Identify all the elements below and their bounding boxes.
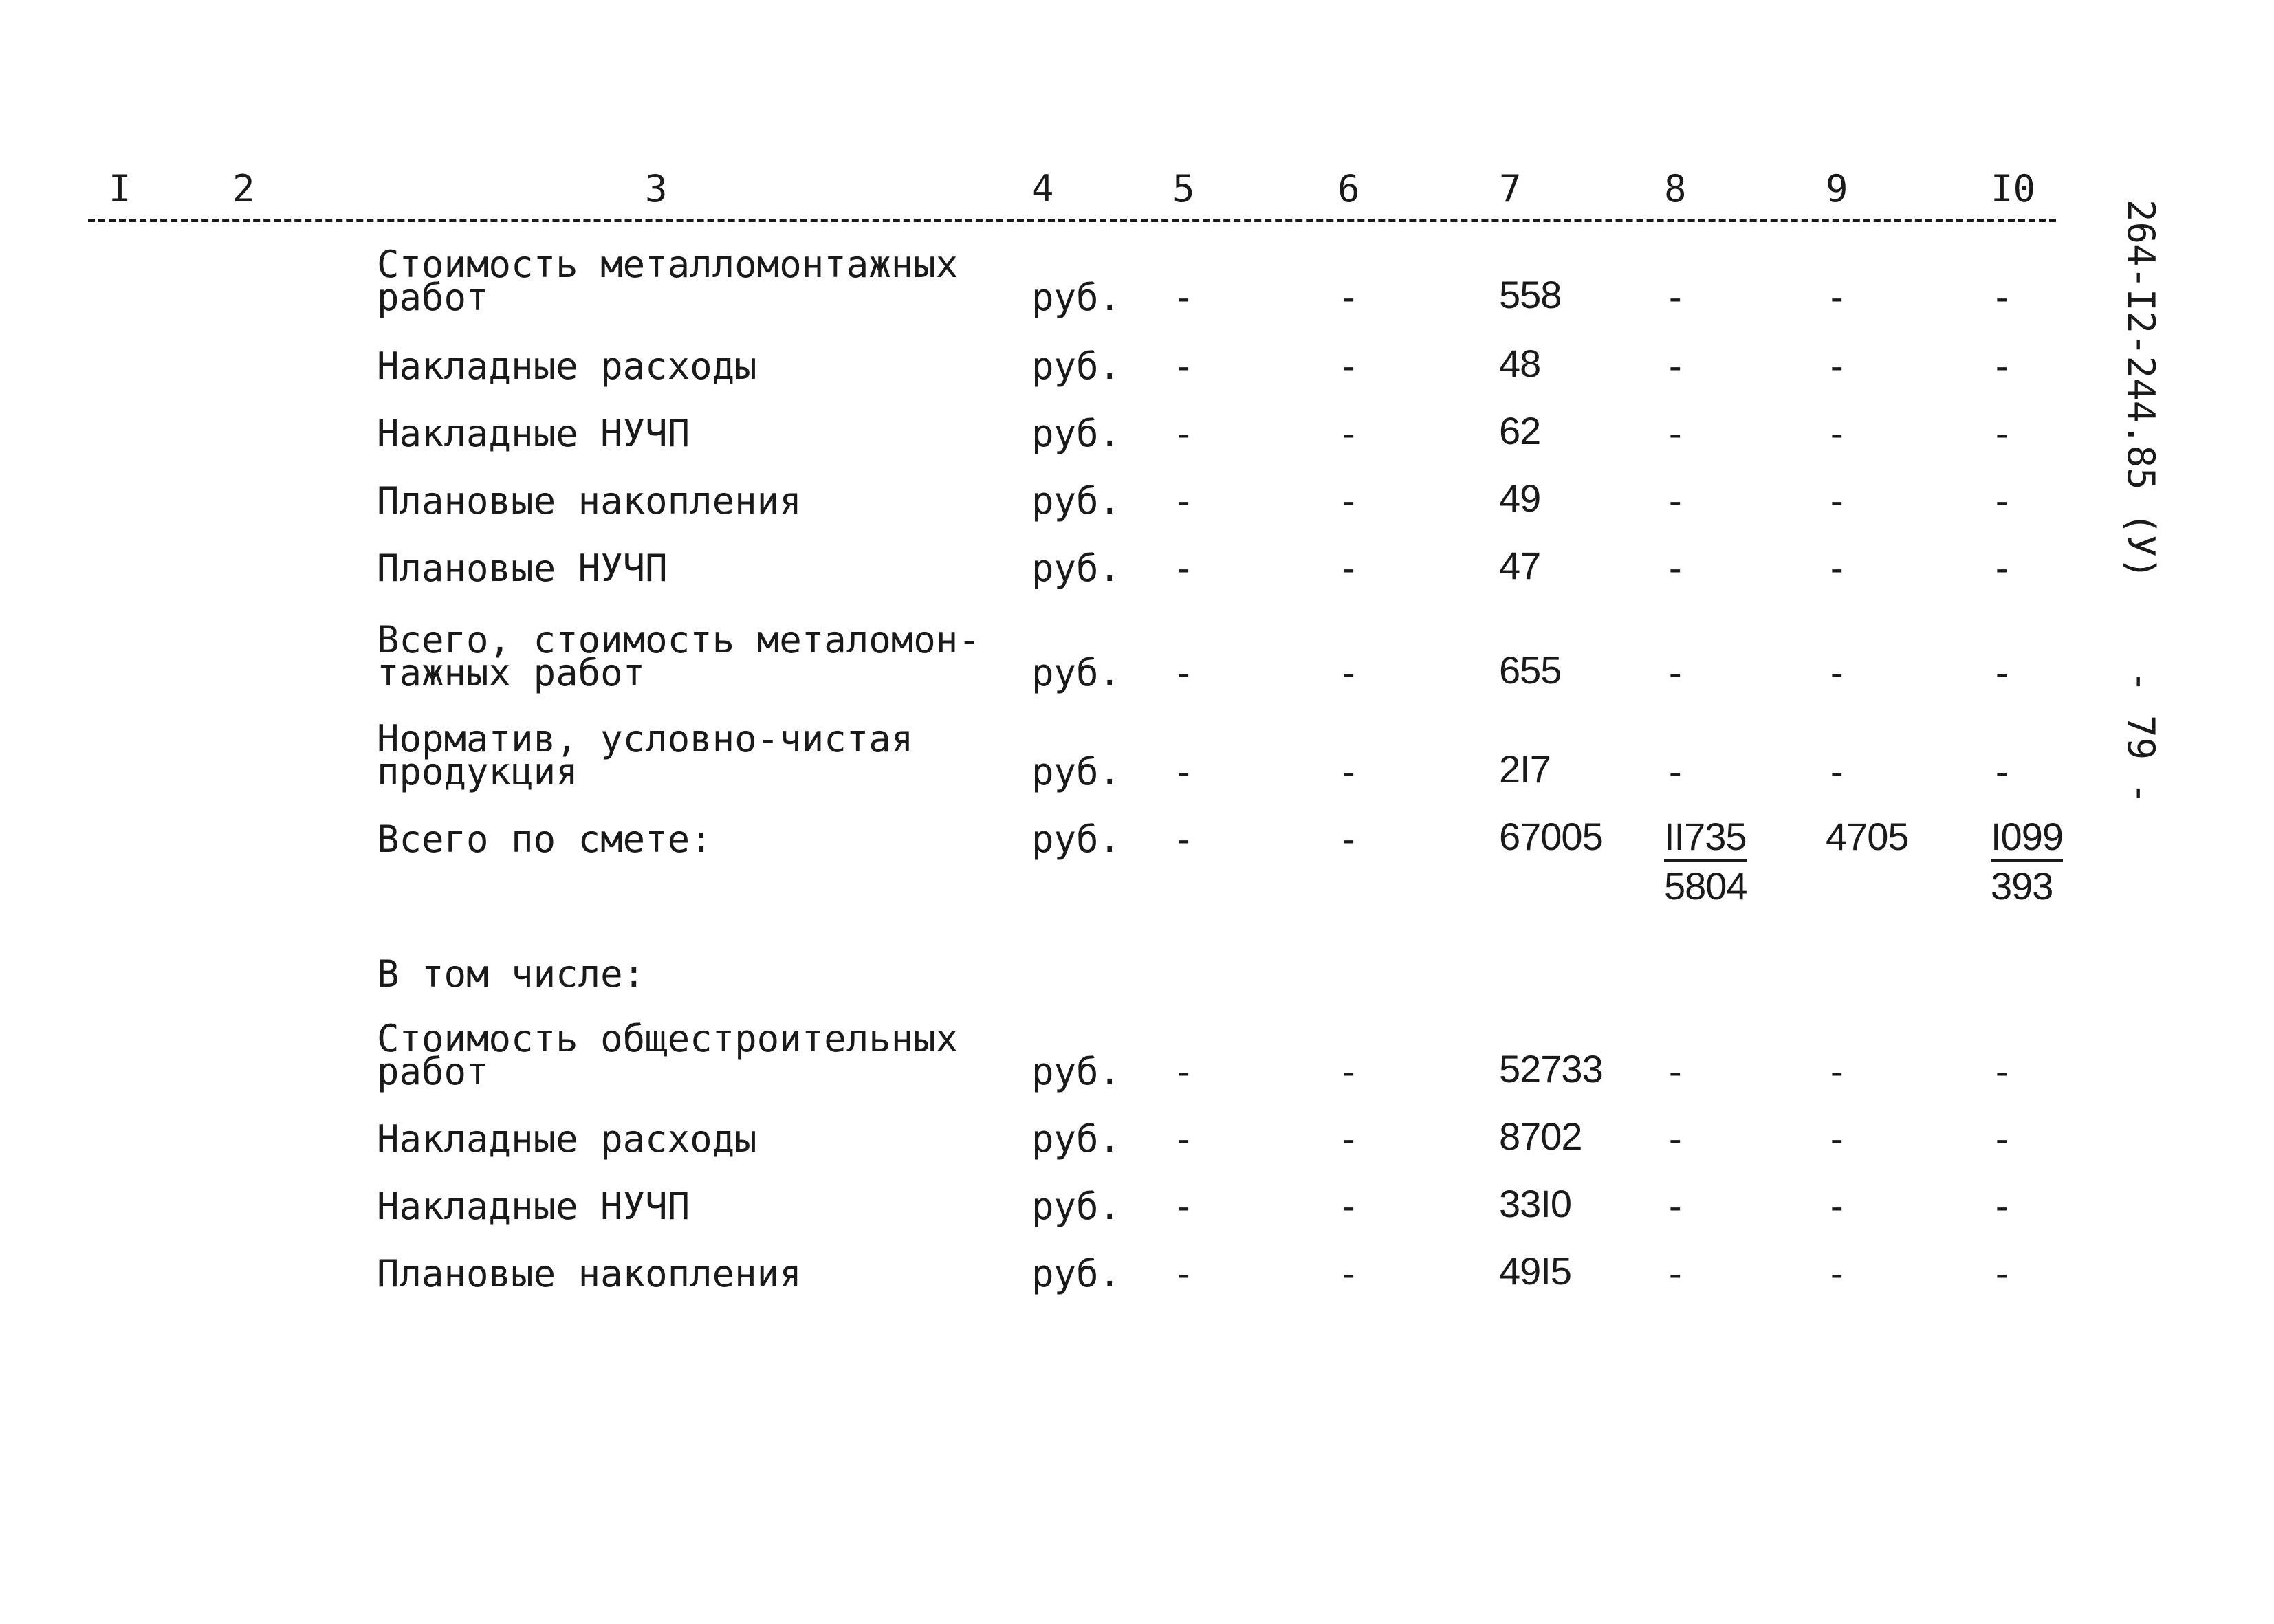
unit-cell: руб. [1031, 479, 1122, 523]
unit-cell: руб. [1031, 344, 1122, 388]
col9-cell: 4705 [1826, 815, 1909, 858]
col6-cell: - [1337, 818, 1360, 861]
col9-cell: - [1826, 412, 1848, 455]
column-header-2: 2 [232, 167, 255, 210]
col6-cell: - [1337, 1185, 1360, 1228]
column-header-8: 8 [1664, 167, 1687, 210]
row-label: Плановые накопления [377, 479, 802, 523]
col9-cell: - [1826, 344, 1848, 388]
col8-cell: - [1664, 412, 1687, 455]
row-label: Плановые накопления [377, 1252, 802, 1295]
col10-cell: - [1991, 750, 2013, 793]
column-header-5: 5 [1172, 167, 1195, 210]
row-label: Стоимость общестроительных [377, 1017, 959, 1060]
col7-cell: 47 [1499, 544, 1541, 587]
col7-cell: 48 [1499, 342, 1541, 385]
document-code-label: 264-I2-244.85 (У) [2119, 199, 2163, 580]
col8-cell: - [1664, 1117, 1687, 1161]
unit-cell: руб. [1031, 1050, 1122, 1093]
col5-cell: - [1172, 412, 1195, 455]
col9-cell: - [1826, 750, 1848, 793]
unit-cell: руб. [1031, 1117, 1122, 1161]
column-header-3: 3 [645, 167, 668, 210]
col8-cell: - [1664, 1050, 1687, 1093]
col10-cell: - [1991, 1050, 2013, 1093]
col7-cell: 8702 [1499, 1115, 1582, 1158]
row-label: Накладные расходы [377, 1117, 757, 1161]
col7-cell: 558 [1499, 273, 1562, 316]
column-header-9: 9 [1826, 167, 1848, 210]
unit-cell: руб. [1031, 1252, 1122, 1295]
column-header-10: I0 [1991, 167, 2036, 210]
col5-cell: - [1172, 651, 1195, 694]
col10-denominator: 393 [1991, 864, 2053, 908]
col8-cell: - [1664, 276, 1687, 319]
unit-cell: руб. [1031, 276, 1122, 319]
col5-cell: - [1172, 479, 1195, 523]
col8-cell: - [1664, 750, 1687, 793]
col9-cell: - [1826, 276, 1848, 319]
col7-cell: 62 [1499, 409, 1541, 452]
col8-denominator: 5804 [1664, 864, 1747, 908]
col5-cell: - [1172, 1252, 1195, 1295]
header-divider [88, 219, 2056, 222]
col6-cell: - [1337, 651, 1360, 694]
col9-cell: - [1826, 479, 1848, 523]
col8-cell: - [1664, 547, 1687, 590]
col7-cell: 655 [1499, 648, 1562, 692]
col10-cell: - [1991, 479, 2013, 523]
col10-cell: - [1991, 1185, 2013, 1228]
row-label: Накладные НУЧП [377, 1185, 690, 1228]
col5-cell: - [1172, 818, 1195, 861]
col9-cell: - [1826, 1117, 1848, 1161]
col5-cell: - [1172, 276, 1195, 319]
col6-cell: - [1337, 750, 1360, 793]
row-label: Накладные расходы [377, 344, 757, 388]
col10-cell: - [1991, 276, 2013, 319]
column-header-4: 4 [1031, 167, 1054, 210]
col10-cell: - [1991, 412, 2013, 455]
col6-cell: - [1337, 1252, 1360, 1295]
col7-cell: 33I0 [1499, 1182, 1571, 1225]
col9-cell: - [1826, 1252, 1848, 1295]
col9-cell: - [1826, 1050, 1848, 1093]
col5-cell: - [1172, 1185, 1195, 1228]
col9-cell: - [1826, 1185, 1848, 1228]
col7-cell: 67005 [1499, 815, 1603, 858]
col10-numerator: I099 [1991, 815, 2063, 862]
col6-cell: - [1337, 547, 1360, 590]
col5-cell: - [1172, 1117, 1195, 1161]
col8-cell: - [1664, 479, 1687, 523]
col6-cell: - [1337, 1117, 1360, 1161]
col7-cell: 49I5 [1499, 1249, 1571, 1293]
column-header-7: 7 [1499, 167, 1522, 210]
unit-cell: руб. [1031, 412, 1122, 455]
col5-cell: - [1172, 750, 1195, 793]
col6-cell: - [1337, 344, 1360, 388]
col9-cell: - [1826, 651, 1848, 694]
col5-cell: - [1172, 344, 1195, 388]
col8-cell: - [1664, 1252, 1687, 1295]
col6-cell: - [1337, 412, 1360, 455]
row-label-cont: тажных работ [377, 651, 646, 694]
col9-cell: - [1826, 547, 1848, 590]
unit-cell: руб. [1031, 547, 1122, 590]
row-label: В том числе: [377, 952, 646, 996]
col10-cell: - [1991, 1252, 2013, 1295]
unit-cell: руб. [1031, 818, 1122, 861]
unit-cell: руб. [1031, 651, 1122, 694]
col8-numerator: II735 [1664, 815, 1747, 862]
unit-cell: руб. [1031, 1185, 1122, 1228]
col10-cell: - [1991, 344, 2013, 388]
row-label: Норматив, условно-чистая [377, 717, 914, 760]
col6-cell: - [1337, 479, 1360, 523]
row-label-cont: работ [377, 1050, 489, 1093]
row-label: Всего, стоимость металомон- [377, 618, 981, 661]
col6-cell: - [1337, 276, 1360, 319]
column-header-1: I [109, 167, 131, 210]
col8-cell: - [1664, 651, 1687, 694]
row-label-cont: работ [377, 276, 489, 319]
unit-cell: руб. [1031, 750, 1122, 793]
row-label: Плановые НУЧП [377, 547, 668, 590]
page-number: - 79 - [2119, 670, 2163, 805]
col7-cell: 2I7 [1499, 747, 1551, 791]
col7-cell: 52733 [1499, 1047, 1603, 1090]
col10-cell: - [1991, 1117, 2013, 1161]
row-label: Стоимость металломонтажных [377, 243, 959, 286]
row-label-cont: продукция [377, 750, 578, 793]
col5-cell: - [1172, 1050, 1195, 1093]
col8-cell [1664, 815, 1747, 858]
row-label: Всего по смете: [377, 818, 712, 861]
col10-cell: - [1991, 651, 2013, 694]
col8-cell: - [1664, 344, 1687, 388]
column-header-6: 6 [1337, 167, 1360, 210]
col10-cell [1991, 815, 2063, 858]
col6-cell: - [1337, 1050, 1360, 1093]
col10-cell: - [1991, 547, 2013, 590]
col7-cell: 49 [1499, 476, 1541, 520]
col8-cell: - [1664, 1185, 1687, 1228]
row-label: Накладные НУЧП [377, 412, 690, 455]
col5-cell: - [1172, 547, 1195, 590]
